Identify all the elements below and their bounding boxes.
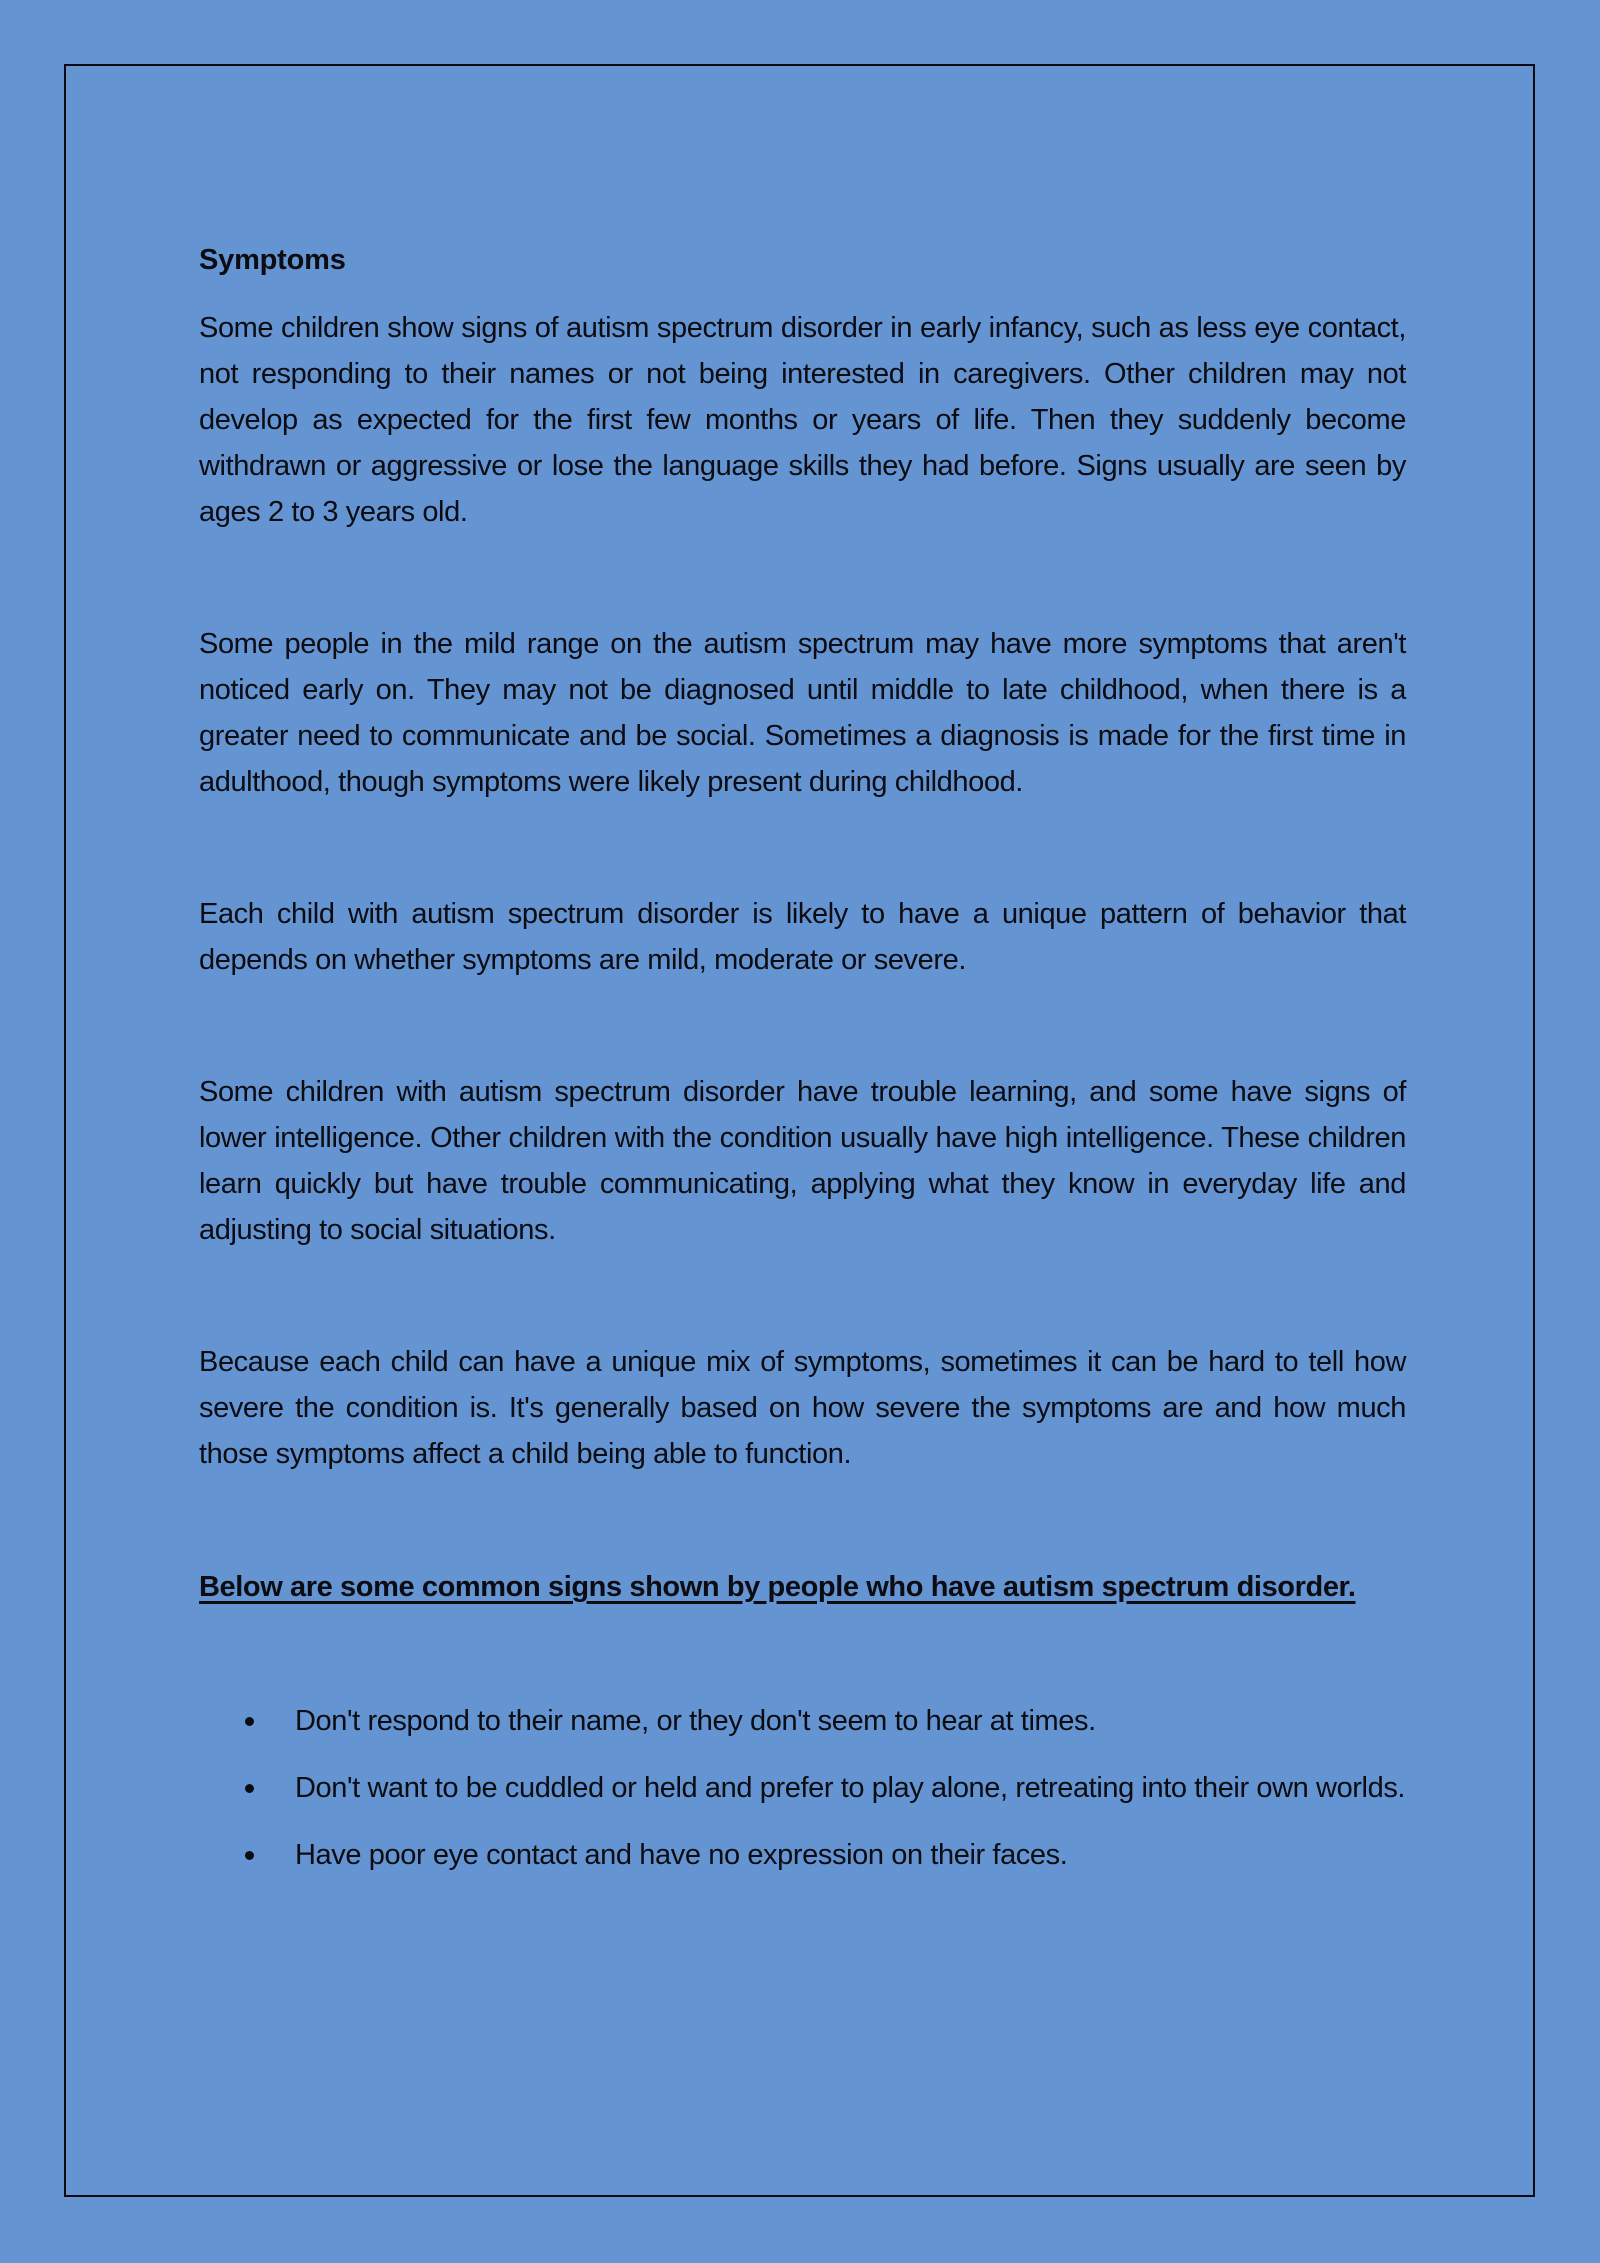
page-border	[64, 64, 1535, 2197]
paragraph-learning: Some children with autism spectrum disorder have trouble learning, and some have signs of lower intelligence. Other children with the condition usually have high intelligence. These children learn quickly but have trouble communicating, applying what they know in everyday life and adjusting to social situations.	[199, 1076, 1406, 1246]
list-item-text: Have poor eye contact and have no expression on their faces.	[295, 1839, 1068, 1871]
bullet-icon	[245, 1784, 254, 1793]
list-item-text: Don't respond to their name, or they don't seem to hear at times.	[295, 1705, 1096, 1737]
section-heading: Symptoms	[199, 244, 346, 276]
list-intro-heading: Below are some common signs shown by people who have autism spectrum disorder.	[199, 1571, 1356, 1603]
bullet-icon	[245, 1851, 254, 1860]
paragraph-mild-range: Some people in the mild range on the autism spectrum may have more symptoms that aren't noticed early on. They may not be diagnosed until middle to late childhood, when there is a greater need to communicate and be social. Sometimes a diagnosis is made for the first time in adulthood, though symptoms were likely present during childhood.	[199, 628, 1406, 798]
list-item	[199, 1832, 1406, 1878]
paragraph-early-signs: Some children show signs of autism spectrum disorder in early infancy, such as less eye contact, not responding to their names or not being interested in caregivers. Other children may not develop as expected for the first few months or years of life. Then they suddenly become withdrawn or aggressive or lose the language skills they had before. Signs usually are seen by ages 2 to 3 years old.	[199, 312, 1406, 528]
paragraph-unique-pattern: Each child with autism spectrum disorder is likely to have a unique pattern of behavior that depends on whether symptoms are mild, moderate or severe.	[199, 898, 1406, 976]
paragraph-severity: Because each child can have a unique mix of symptoms, sometimes it can be hard to tell how severe the condition is. It's generally based on how severe the symptoms are and how much those symptoms affect a child being able to function.	[199, 1346, 1406, 1470]
bullet-icon	[245, 1717, 254, 1726]
list-item-text: Don't want to be cuddled or held and prefer to play alone, retreating into their own worlds.	[295, 1772, 1406, 1804]
list-item	[199, 1698, 1406, 1744]
page-content	[68, 68, 1535, 1878]
list-item	[199, 1765, 1406, 1811]
common-signs-list	[199, 1698, 1406, 1878]
